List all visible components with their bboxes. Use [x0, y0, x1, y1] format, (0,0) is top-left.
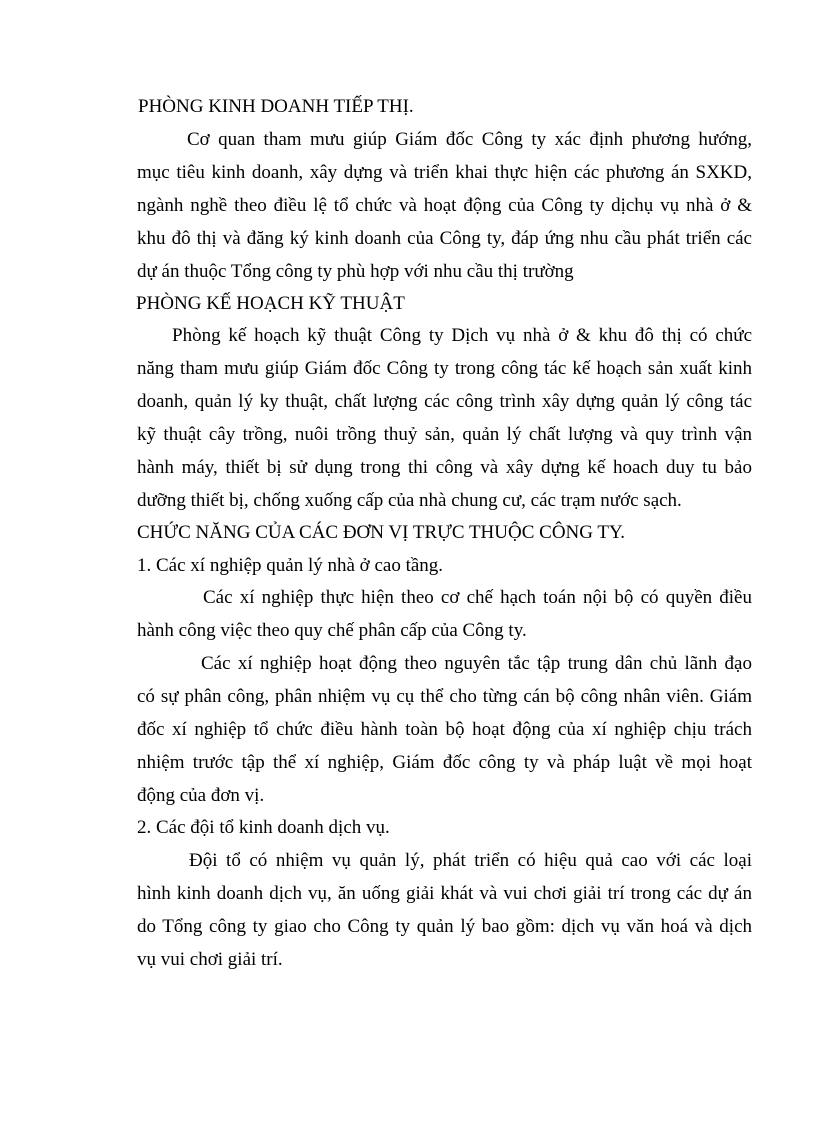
- sales-para-line: khu đô thị và đăng ký kinh doanh của Công ty, đáp ứng nhu cầu phát triển các: [137, 228, 752, 249]
- heading-subsidiary-units: CHỨC NĂNG CỦA CÁC ĐƠN VỊ TRỰC THUỘC CÔNG TY.: [137, 522, 626, 543]
- item1-para2-line: Các xí nghiệp hoạt động theo nguyên tắc tập trung dân chủ lãnh đạo: [201, 653, 752, 674]
- item2-para-line: do Tổng công ty giao cho Công ty quản lý bao gồm: dịch vụ văn hoá và dịch: [137, 916, 752, 937]
- sales-para-line: Cơ quan tham mưu giúp Giám đốc Công ty xác định phương hướng,: [187, 129, 752, 150]
- planning-para-line: năng tham mưu giúp Giám đốc Công ty trong công tác kế hoạch sản xuất kinh: [137, 358, 752, 379]
- item2-para-line: vụ vui chơi giải trí.: [137, 949, 283, 970]
- sales-para-line: mục tiêu kinh doanh, xây dựng và triển khai thực hiện các phương án SXKD,: [137, 162, 752, 183]
- item2-title: 2. Các đội tổ kinh doanh dịch vụ.: [137, 817, 390, 838]
- planning-para-line: Phòng kế hoạch kỹ thuật Công ty Dịch vụ nhà ở & khu đô thị có chức: [172, 325, 752, 346]
- planning-para-line: doanh, quản lý ky thuật, chất lượng các công trình xây dựng quản lý công tác: [137, 391, 752, 412]
- heading-planning-department: PHÒNG KẾ HOẠCH KỸ THUẬT: [136, 293, 405, 314]
- planning-para-line: kỹ thuật cây trồng, nuôi trồng thuỷ sản, quản lý chất lượng và quy trình vận: [137, 424, 752, 445]
- item2-para-line: Đội tổ có nhiệm vụ quản lý, phát triển có hiệu quả cao với các loại: [189, 850, 752, 871]
- item1-para2-line: động của đơn vị.: [137, 785, 265, 806]
- item1-para1-line: Các xí nghiệp thực hiện theo cơ chế hạch toán nội bộ có quyền điều: [203, 587, 752, 608]
- heading-sales-department: PHÒNG KINH DOANH TIẾP THỊ.: [138, 96, 414, 117]
- sales-para-line: ngành nghề theo điều lệ tổ chức và hoạt động của Công ty dịchụ vụ nhà ở &: [137, 195, 752, 216]
- item1-para1-line: hành công việc theo quy chế phân cấp của Công ty.: [137, 620, 527, 641]
- item1-para2-line: nhiệm trước tập thể xí nghiệp, Giám đốc công ty và pháp luật về mọi hoạt: [137, 752, 752, 773]
- planning-para-line: hành máy, thiết bị sử dụng trong thi công và xây dựng kế hoach duy tu bảo: [137, 457, 752, 478]
- item1-title: 1. Các xí nghiệp quản lý nhà ở cao tầng.: [137, 555, 444, 576]
- item2-para-line: hình kinh doanh dịch vụ, ăn uống giải khát và vui chơi giải trí trong các dự án: [137, 883, 752, 904]
- planning-para-line: dưỡng thiết bị, chống xuống cấp của nhà chung cư, các trạm nước sạch.: [137, 490, 682, 511]
- item1-para2-line: có sự phân công, phân nhiệm vụ cụ thể cho từng cán bộ công nhân viên. Giám: [137, 686, 752, 707]
- item1-para2-line: đốc xí nghiệp tổ chức điều hành toàn bộ hoạt động của xí nghiệp chịu trách: [137, 719, 752, 740]
- sales-para-line: dự án thuộc Tổng công ty phù hợp với nhu cầu thị trường: [137, 261, 574, 282]
